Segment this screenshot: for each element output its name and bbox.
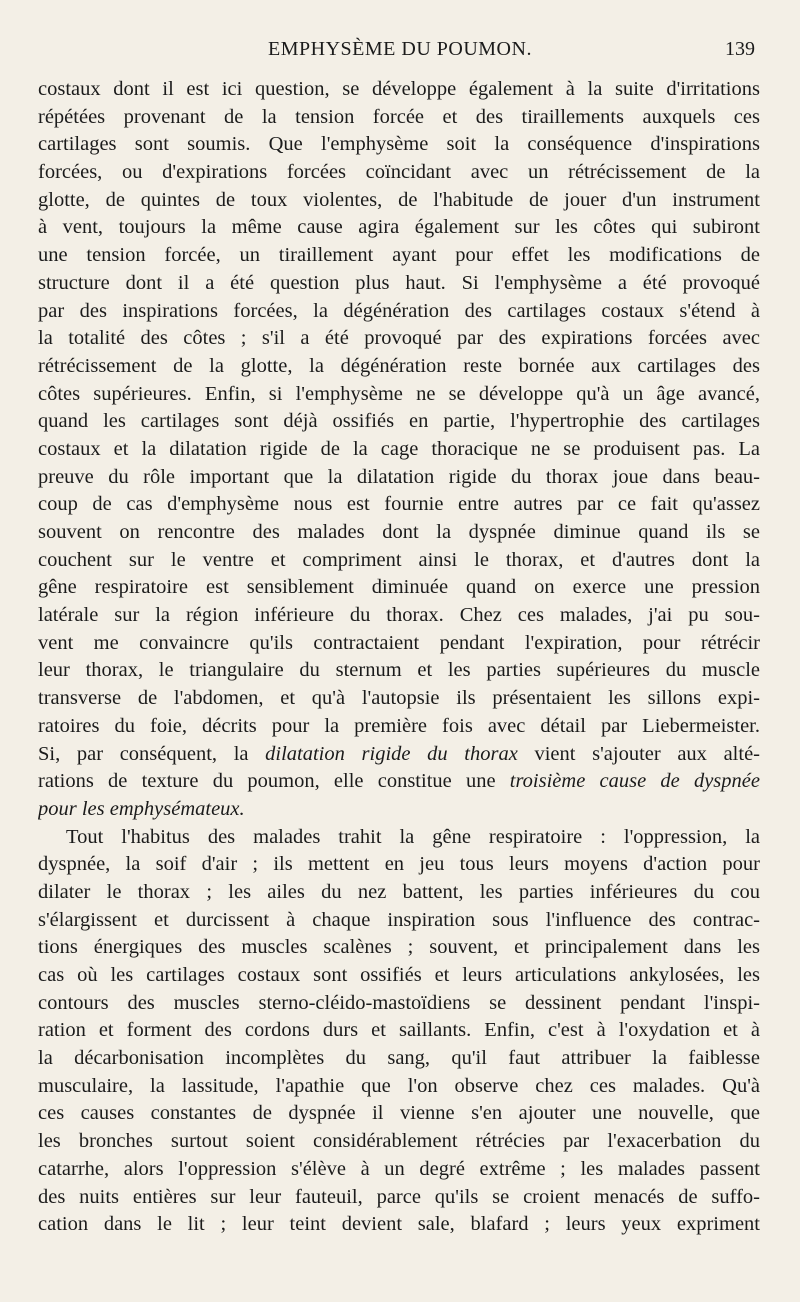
text-line: vent me convaincre qu'ils contractaient pendant l'expiration, pour rétrécir	[38, 631, 760, 654]
text-line: les bronches surtout soient considérablement rétrécies par l'exacerbation du	[38, 1130, 760, 1153]
text-line: dyspnée, la soif d'air ; ils mettent en jeu tous leurs moyens d'action pour	[38, 853, 760, 876]
text-line: une tension forcée, un tiraillement ayant pour effet les modifications de	[38, 244, 760, 267]
italic-phrase: pour les emphysémateux.	[38, 797, 245, 820]
text-line: côtes supérieures. Enfin, si l'emphysème ne se développe qu'à un âge avancé,	[38, 382, 760, 405]
text-line: latérale sur la région inférieure du thorax. Chez ces malades, j'ai pu sou-	[38, 604, 760, 627]
text-span: Si, par conséquent, la	[38, 742, 266, 765]
text-line: ration et forment des cordons durs et saillants. Enfin, c'est à l'oxydation et à	[38, 1019, 760, 1042]
page-number: 139	[725, 38, 755, 60]
italic-phrase: dilatation rigide du thorax	[265, 742, 518, 765]
text-line	[38, 768, 760, 796]
text-line: la totalité des côtes ; s'il a été provoqué par des expirations forcées avec	[38, 327, 760, 350]
italic-phrase: troisième cause de dyspnée	[509, 770, 760, 793]
text-line: couchent sur le ventre et compriment ainsi le thorax, et d'autres dont la	[38, 548, 760, 571]
text-line: gêne respiratoire est sensiblement diminuée quand on exerce une pression	[38, 576, 760, 599]
text-line: rétrécissement de la glotte, la dégénération reste bornée aux cartilages des	[38, 354, 760, 377]
text-line: costaux et la dilatation rigide de la cage thoracique ne se produisent pas. La	[38, 437, 760, 460]
text-line: cartilages sont soumis. Que l'emphysème soit la conséquence d'inspirations	[38, 133, 760, 156]
text-line: leur thorax, le triangulaire du sternum et les parties supérieures du muscle	[38, 659, 760, 682]
text-line	[38, 741, 760, 769]
text-span: rations de texture du poumon, elle constitue une	[38, 770, 510, 793]
text-line: des nuits entières sur leur fauteuil, parce qu'ils se croient menacés de suffo-	[38, 1185, 760, 1208]
text-line: s'élargissent et durcissent à chaque inspiration sous l'influence des contrac-	[38, 908, 760, 931]
text-line: costaux dont il est ici question, se développe également à la suite d'irritations	[38, 78, 760, 100]
text-line: tions énergiques des muscles scalènes ; souvent, et principalement dans les	[38, 936, 760, 959]
text-line: contours des muscles sterno-cléido-mastoïdiens se dessinent pendant l'inspi-	[38, 991, 760, 1014]
text-line: cation dans le lit ; leur teint devient sale, blafard ; leurs yeux expriment	[38, 1213, 760, 1236]
text-line: cas où les cartilages costaux sont ossifiés et leurs articulations ankylosées, les	[38, 964, 760, 986]
text-span: vient s'ajouter aux alté-	[517, 742, 760, 765]
text-line: dilater le thorax ; les ailes du nez battent, les parties inférieures du cou	[38, 880, 760, 903]
text-line: glotte, de quintes de toux violentes, de l'habitude de jouer d'un instrument	[38, 188, 760, 211]
text-line: ratoires du foie, décrits pour la première fois avec détail par Liebermeister.	[38, 714, 760, 737]
text-line: la décarbonisation incomplètes du sang, qu'il faut attribuer la faiblesse	[38, 1047, 760, 1070]
running-title: EMPHYSÈME DU POUMON.	[268, 38, 532, 60]
running-header	[0, 36, 800, 66]
text-line: à vent, toujours la même cause agira également sur les côtes qui subiront	[38, 216, 760, 239]
text-line: quand les cartilages sont déjà ossifiés en partie, l'hypertrophie des cartilages	[38, 410, 760, 433]
text-line: catarrhe, alors l'oppression s'élève à un degré extrême ; les malades passent	[38, 1157, 760, 1180]
text-line: ces causes constantes de dyspnée il vienne s'en ajouter une nouvelle, que	[38, 1102, 760, 1125]
text-line: structure dont il a été question plus haut. Si l'emphysème a été provoqué	[38, 271, 760, 294]
text-line: musculaire, la lassitude, l'apathie que l'on observe chez ces malades. Qu'à	[38, 1074, 760, 1097]
body-text	[38, 76, 760, 1239]
paragraph-start-line: Tout l'habitus des malades trahit la gêne respiratoire : l'oppression, la	[66, 825, 760, 848]
text-line: par des inspirations forcées, la dégénération des cartilages costaux s'étend à	[38, 299, 760, 322]
text-line	[38, 796, 760, 824]
text-line: preuve du rôle important que la dilatation rigide du thorax joue dans beau-	[38, 465, 760, 488]
text-line: forcées, ou d'expirations forcées coïncidant avec un rétrécissement de la	[38, 161, 760, 184]
text-line: répétées provenant de la tension forcée et des tiraillements auxquels ces	[38, 105, 760, 128]
text-line: transverse de l'abdomen, et qu'à l'autopsie ils présentaient les sillons expi-	[38, 687, 760, 710]
text-line: souvent on rencontre des malades dont la dyspnée diminue quand ils se	[38, 521, 760, 543]
text-line: coup de cas d'emphysème nous est fournie entre autres par ce fait qu'assez	[38, 493, 760, 516]
